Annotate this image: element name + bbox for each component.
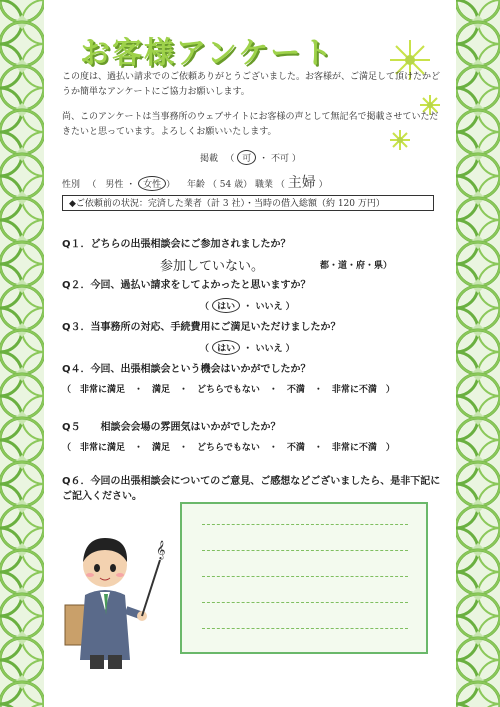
q1-handwritten-answer[interactable]: 参加していない。 xyxy=(160,259,265,274)
q5-scale[interactable]: （ 非常に満足 ・ 満足 ・ どちらでもない ・ 不満 ・ 非常に不満 ） xyxy=(62,443,395,453)
amount-value[interactable]: 120 xyxy=(337,199,356,209)
publish-ok-option[interactable]: 可 xyxy=(237,150,256,165)
publish-label: 掲載 xyxy=(200,154,219,164)
businessman-with-baton-icon xyxy=(60,520,170,670)
intro-paragraph-1: この度は、過払い請求でのご依頼ありがとうございました。お客様が、ご満足して頂けたかどうか簡単なアンケートにご協力お願いします。 xyxy=(62,72,441,97)
intro-paragraph-2: 尚、このアンケートは当事務所のウェブサイトにお客様の声として無記名で掲載させていただきたいと思っています。よろしくお願いいたします。 xyxy=(62,112,439,137)
question-3: Q３．当事務所の対応、手続費用にご満足いただけましたか？ xyxy=(62,322,341,333)
left-border-pattern xyxy=(0,0,44,707)
q2-no-option[interactable]: いいえ xyxy=(255,302,283,312)
amount-unit: 万円） xyxy=(357,199,385,209)
svg-text:𝄞: 𝄞 xyxy=(156,540,166,559)
comment-box[interactable] xyxy=(180,502,428,654)
status-box xyxy=(62,195,434,211)
publish-ng-option[interactable]: 不可 xyxy=(271,154,290,164)
comment-line xyxy=(202,576,408,577)
question-6: Q６．今回の出張相談会についてのご意見、ご感想などございましたら、是非下記にご記入ください。 xyxy=(62,476,441,502)
companies-value[interactable]: 3 xyxy=(222,199,229,209)
q3-options: （ はい ・ いいえ ） xyxy=(200,340,295,355)
right-border-pattern xyxy=(456,0,500,707)
age-label: 年齢 xyxy=(187,180,206,190)
companies-unit: 社）・当時の借入総額（約 xyxy=(231,199,335,209)
question-4: Q４．今回、出張相談会という機会はいかがでしたか？ xyxy=(62,364,311,375)
age-value[interactable]: 54 xyxy=(219,180,232,190)
question-5: Q５ 相談会会場の雰囲気はいかがでしたか？ xyxy=(62,422,281,433)
comment-line xyxy=(202,602,408,603)
age-unit: 歳） xyxy=(234,180,253,190)
companies-label: 計 xyxy=(210,199,220,209)
gender-male-option[interactable]: 男性 xyxy=(105,180,124,190)
q2-yes-option[interactable]: はい xyxy=(212,298,240,313)
question-2: Q２．今回、過払い請求をしてよかったと思いますか？ xyxy=(62,280,311,291)
page-title: お客様アンケート xyxy=(80,36,335,71)
gender-label: 性別 xyxy=(62,180,81,190)
comment-line xyxy=(202,550,408,551)
job-value[interactable]: 主婦 xyxy=(287,175,316,191)
comment-line xyxy=(202,524,408,525)
gender-female-option[interactable]: 女性 xyxy=(138,176,166,191)
comment-line xyxy=(202,628,408,629)
q4-scale[interactable]: （ 非常に満足 ・ 満足 ・ どちらでもない ・ 不満 ・ 非常に不満 ） xyxy=(62,385,395,395)
q2-options: （ はい ・ いいえ ） xyxy=(200,298,295,313)
q3-yes-option[interactable]: はい xyxy=(212,340,240,355)
question-1: Q１．どちらの出張相談会にご参加されましたか？ xyxy=(62,239,291,250)
q1-region-options: 都・道・府・県） xyxy=(320,261,393,271)
q3-no-option[interactable]: いいえ xyxy=(255,344,283,354)
publish-row: 掲載 （ 可 ・ 不可 ） xyxy=(200,150,301,165)
profile-row: 性別 （ 男性 ・ 女性 ） 年齢 （ 54 歳） 職業 （ 主婦 ） xyxy=(62,175,328,191)
job-label: 職業 xyxy=(255,180,274,190)
status-prefix: ◆ご依頼前の状況：完済した業者（ xyxy=(69,199,211,209)
